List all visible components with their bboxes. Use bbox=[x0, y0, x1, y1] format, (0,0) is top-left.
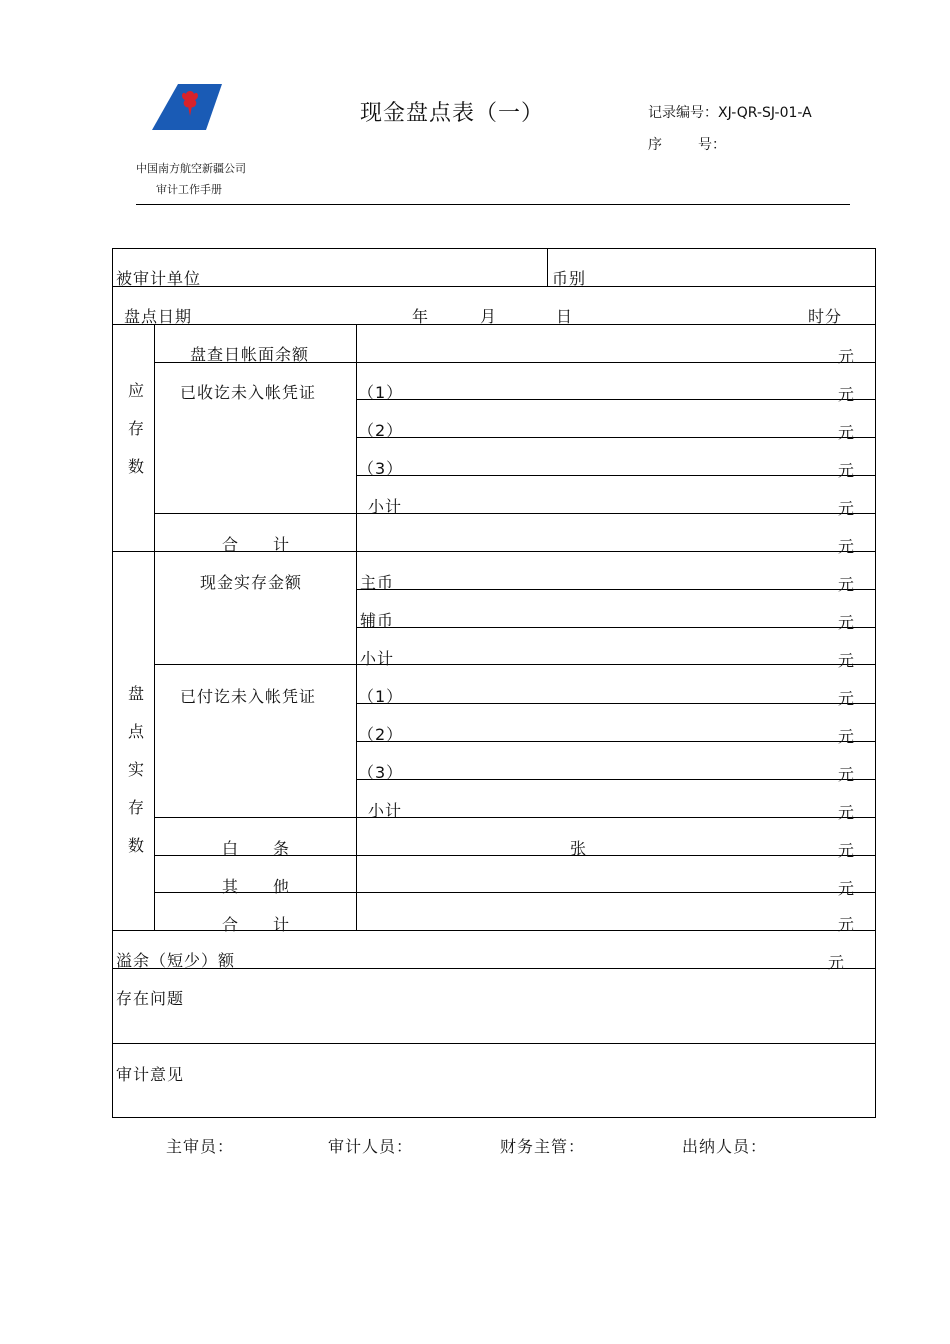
existing-issues-label: 存在问题 bbox=[116, 989, 185, 1008]
divider bbox=[356, 627, 876, 628]
main-currency-label: 主币 bbox=[360, 573, 395, 592]
audit-opinion-label: 审计意见 bbox=[116, 1065, 185, 1084]
book-balance-label: 盘查日帐面余额 bbox=[190, 345, 310, 364]
actual-total-label: 合 计 bbox=[222, 915, 291, 934]
received-item-1: （1） bbox=[358, 383, 404, 402]
paid-subtotal-label: 小计 bbox=[368, 801, 403, 820]
received-subtotal-label: 小计 bbox=[368, 497, 403, 516]
day-label: 日 bbox=[556, 307, 574, 326]
paid-item-1: （1） bbox=[358, 687, 404, 706]
actual-char-1: 盘 bbox=[127, 684, 144, 703]
divider bbox=[154, 324, 155, 930]
unit-yuan: 元 bbox=[838, 347, 855, 366]
divider bbox=[547, 248, 548, 286]
unit-yuan: 元 bbox=[838, 575, 855, 594]
sequence-label-1: 序 bbox=[648, 137, 662, 153]
unit-yuan: 元 bbox=[838, 689, 855, 708]
lead-auditor-label: 主审员： bbox=[166, 1137, 235, 1156]
should-char-1: 应 bbox=[127, 381, 144, 400]
unit-yuan: 元 bbox=[838, 537, 855, 556]
surplus-shortage-label: 溢余（短少）额 bbox=[116, 951, 236, 970]
count-date-label: 盘点日期 bbox=[124, 307, 193, 326]
should-total-label: 合 计 bbox=[222, 535, 291, 554]
iou-label: 白 条 bbox=[222, 839, 291, 858]
hour-minute-label: 时分 bbox=[808, 307, 843, 326]
auditor-label: 审计人员： bbox=[328, 1137, 414, 1156]
unit-yuan: 元 bbox=[838, 651, 855, 670]
page-title: 现金盘点表（一） bbox=[360, 101, 545, 126]
manual-name: 审计工作手册 bbox=[156, 183, 222, 196]
paid-item-2: （2） bbox=[358, 725, 404, 744]
airline-logo-icon bbox=[152, 84, 222, 132]
cash-count-table bbox=[112, 248, 876, 1118]
unit-yuan: 元 bbox=[838, 727, 855, 746]
unit-yuan: 元 bbox=[838, 423, 855, 442]
cash-subtotal-label: 小计 bbox=[360, 649, 395, 668]
paid-item-3: （3） bbox=[358, 763, 404, 782]
header-divider bbox=[136, 204, 850, 205]
unit-yuan: 元 bbox=[838, 803, 855, 822]
received-item-3: （3） bbox=[358, 459, 404, 478]
iou-sheets-label: 张 bbox=[570, 839, 588, 858]
audited-unit-label: 被审计单位 bbox=[116, 269, 202, 288]
should-char-2: 存 bbox=[127, 419, 144, 438]
sequence-label-2: 号： bbox=[698, 137, 726, 153]
actual-char-2: 点 bbox=[127, 722, 144, 741]
actual-char-3: 实 bbox=[127, 760, 144, 779]
unit-yuan: 元 bbox=[838, 879, 855, 898]
should-char-3: 数 bbox=[127, 457, 144, 476]
divider bbox=[356, 399, 876, 400]
year-label: 年 bbox=[412, 307, 430, 326]
unit-yuan: 元 bbox=[838, 915, 855, 934]
unit-yuan: 元 bbox=[838, 841, 855, 860]
other-label: 其 他 bbox=[222, 877, 291, 896]
divider bbox=[356, 589, 876, 590]
divider bbox=[154, 513, 876, 514]
unit-yuan: 元 bbox=[838, 499, 855, 518]
received-item-2: （2） bbox=[358, 421, 404, 440]
actual-char-5: 数 bbox=[127, 836, 144, 855]
cashier-label: 出纳人员： bbox=[682, 1137, 768, 1156]
aux-currency-label: 辅币 bbox=[360, 611, 395, 630]
unit-yuan: 元 bbox=[838, 613, 855, 632]
actual-count-vertical-label bbox=[126, 675, 146, 865]
divider bbox=[112, 286, 876, 287]
unit-yuan: 元 bbox=[838, 765, 855, 784]
should-exist-vertical-label bbox=[126, 372, 146, 486]
unit-yuan: 元 bbox=[838, 461, 855, 480]
currency-label: 币别 bbox=[552, 269, 587, 288]
divider bbox=[154, 817, 876, 818]
received-vouchers-label: 已收讫未入帐凭证 bbox=[180, 383, 317, 402]
divider bbox=[356, 741, 876, 742]
unit-yuan: 元 bbox=[838, 385, 855, 404]
sequence-label bbox=[648, 134, 726, 154]
divider bbox=[154, 664, 876, 665]
unit-yuan: 元 bbox=[828, 953, 845, 972]
paid-vouchers-label: 已付讫未入帐凭证 bbox=[180, 687, 317, 706]
company-name: 中国南方航空新疆公司 bbox=[136, 162, 246, 175]
divider bbox=[356, 703, 876, 704]
divider bbox=[356, 779, 876, 780]
month-label: 月 bbox=[480, 307, 498, 326]
divider bbox=[356, 437, 876, 438]
cash-on-hand-label: 现金实存金额 bbox=[200, 573, 303, 592]
finance-manager-label: 财务主管： bbox=[500, 1137, 586, 1156]
actual-char-4: 存 bbox=[127, 798, 144, 817]
divider bbox=[356, 475, 876, 476]
record-number: 记录编号：XJ-QR-SJ-01-A bbox=[648, 105, 812, 121]
divider bbox=[356, 324, 357, 930]
divider bbox=[112, 1043, 876, 1044]
